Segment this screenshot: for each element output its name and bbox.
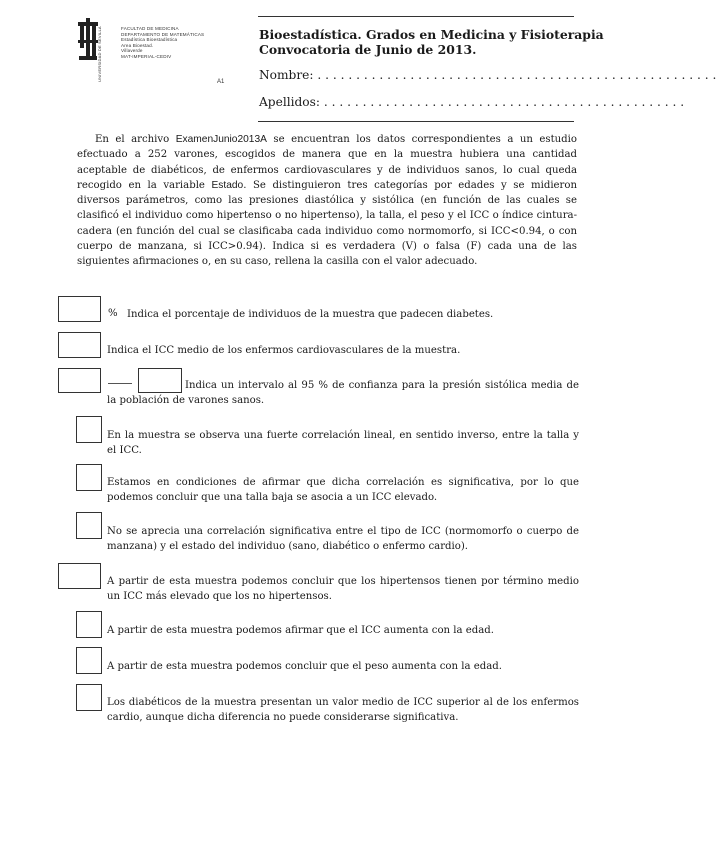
question-5: Estamos en condiciones de afirmar que dicha correlación es significativa, por lo que podemos concluir que una talla baja se asocia a un ICC elevado. (107, 477, 579, 503)
title-line-1: Bioestadística. Grados en Medicina y Fisioterapia (259, 27, 604, 42)
question-6: No se aprecia una correlación significativa entre el tipo de ICC (normomorfo o cuerpo de manzana) y el estado del individuo (sano, diabético o enfermo cardio). (107, 526, 579, 552)
answer-box-q6[interactable] (76, 512, 102, 539)
nombre-label: Nombre: (259, 68, 314, 82)
apellidos-dots: . . . . . . . . . . . . . . . . . . . . . . . . . . . . . . . . . . . . . . . . . . . . . . . (320, 95, 685, 109)
answer-box-q9[interactable] (76, 647, 102, 674)
institution-line: Area Bioestad. (121, 42, 154, 48)
apellidos-field[interactable] (259, 95, 685, 109)
answer-box-q7[interactable] (58, 563, 101, 589)
apellidos-label: Apellidos: (259, 95, 321, 109)
percent-sign: % (108, 308, 118, 319)
header-rule-bottom (258, 121, 574, 122)
intro-text: . Se distinguieron tres categorías por edades y se midieron diversos parámetros, como las presiones diastólica y sistólica (en función de las cuales se clasificó el individuo como hipertenso o no hipertenso), la talla, el peso y el ICC o índice cintura-cadera (en función del cual se clasificaba cada individuo como normomorfo, si ICC<0.94, o con cuerpo de manzana, si ICC>0.94). Indica si es verdadera (V) o falsa (F) cada una de las siguientes afirmaciones o, en su caso, rellena la casilla con el valor adecuado. (77, 179, 578, 268)
answer-box-q4[interactable] (76, 416, 102, 443)
institution-line: DEPARTAMENTO DE MATEMÁTICAS (121, 31, 205, 37)
title-line-2: Convocatoria de Junio de 2013. (259, 42, 477, 57)
answer-box-q10[interactable] (76, 684, 102, 711)
question-9: A partir de esta muestra podemos concluir que el peso aumenta con la edad. (107, 661, 502, 672)
answer-box-q1[interactable] (58, 296, 101, 322)
question-2: Indica el ICC medio de los enfermos cardiovasculares de la muestra. (107, 345, 461, 356)
nombre-field[interactable] (259, 68, 716, 82)
header-rule-top (258, 16, 574, 17)
answer-box-q5[interactable] (76, 464, 102, 491)
nombre-dots: . . . . . . . . . . . . . . . . . . . . . . . . . . . . . . . . . . . . . . . . . . . . . . . . . . . . (313, 68, 716, 82)
answer-box-q8[interactable] (76, 611, 102, 638)
institution-line: FACULTAD DE MEDICINA (121, 26, 179, 31)
institution-block (121, 26, 231, 60)
intro-text: En el archivo (95, 134, 176, 145)
exam-model-code: A1 (217, 79, 225, 85)
question-1: Indica el porcentaje de individuos de la muestra que padecen diabetes. (127, 309, 494, 320)
answer-box-q2[interactable] (58, 332, 101, 358)
exam-title (259, 27, 604, 57)
question-10: Los diabéticos de la muestra presentan un valor medio de ICC superior al de los enfermos cardio, aunque dicha diferencia no puede considerarse significativa. (107, 697, 579, 723)
file-name: ExamenJunio2013A (175, 134, 267, 145)
institution-line: Estadística Bioestadística (121, 37, 178, 43)
intro-paragraph (77, 132, 577, 270)
question-8: A partir de esta muestra podemos afirmar que el ICC aumenta con la edad. (107, 625, 494, 636)
question-4: En la muestra se observa una fuerte correlación lineal, en sentido inverso, entre la talla y el ICC. (107, 430, 579, 456)
answer-box-q3-lower[interactable] (58, 368, 101, 393)
question-7: A partir de esta muestra podemos concluir que los hipertensos tienen por término medio un ICC más elevado que los no hipertensos. (107, 576, 579, 602)
variable-name: Estado (211, 179, 244, 191)
institution-line: Villaverde (121, 48, 143, 54)
institution-line: MAT-IMPERIAL-CEDIV (121, 53, 172, 59)
question-3: Indica un intervalo al 95 % de confianza para la presión sistólica media de la población de varones sanos. (107, 380, 579, 406)
intro-text: se encuentran los datos correspondientes a un estudio efectuado a 252 varones, escogidos de manera que en la muestra hubiera una cantidad aceptable de diabéticos, de enfermos cardiovasculares y de individuos sanos, lo cual queda recogido en la variable (77, 134, 578, 191)
university-name: UNIVERSIDAD DE SEVILLA (97, 26, 102, 82)
